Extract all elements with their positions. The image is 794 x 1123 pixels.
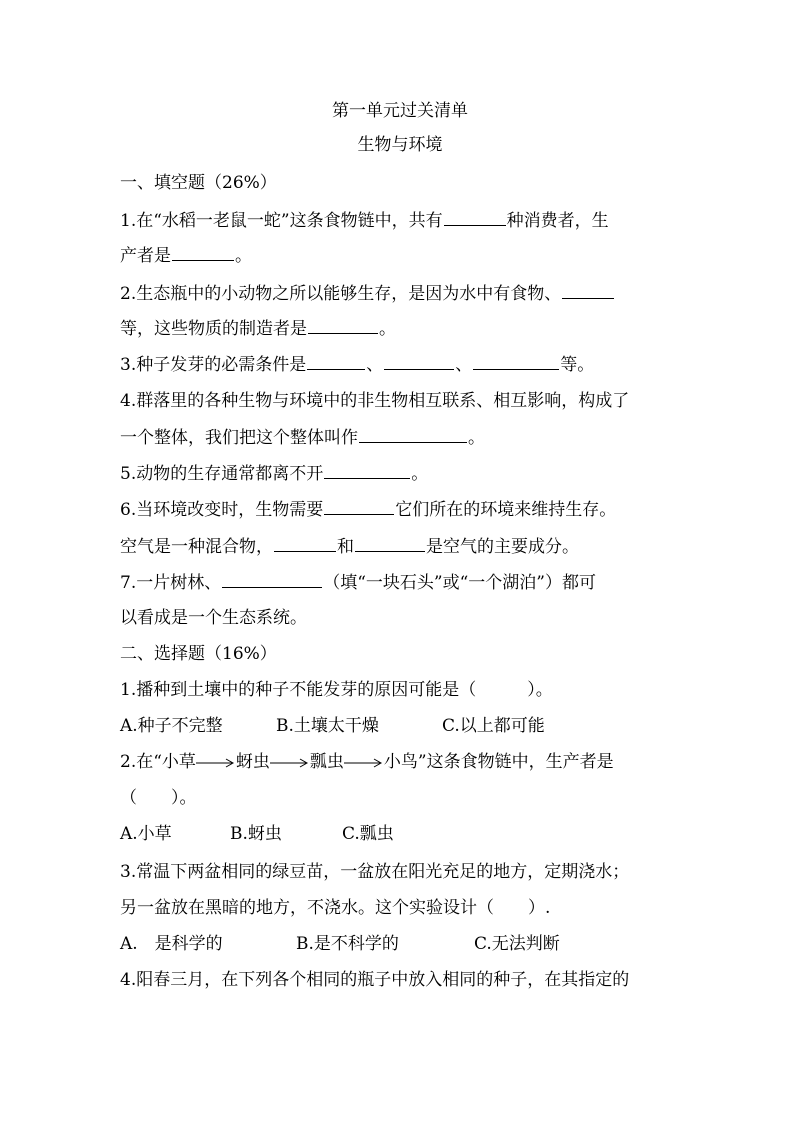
q3-blank-2[interactable] <box>384 353 454 370</box>
q2-blank-1[interactable] <box>562 282 614 299</box>
q1-blank-1[interactable] <box>444 209 506 226</box>
q1-text-b: 种消费者，生 <box>506 211 609 231</box>
mc1-option-a[interactable]: A.种子不完整 <box>120 716 223 736</box>
mc2-text-d: 小鸟”这条食物链中，生产者是 <box>383 752 614 772</box>
q1-text-a: 1.在“水稻一老鼠一蛇”这条食物链中，共有 <box>120 211 443 231</box>
mc-question-1-stem: 1.播种到土壤中的种子不能发芽的原因可能是（ ）。 <box>120 680 553 700</box>
question-1-line-2 <box>120 244 680 267</box>
section-heading-multiple-choice: 二、选择题（16%） <box>120 644 277 664</box>
mc2-text-b: 蚜虫 <box>235 752 270 772</box>
question-7-line-1 <box>120 571 680 594</box>
q5-text-b: 。 <box>411 464 429 484</box>
arrow-icon <box>196 756 236 770</box>
question-3 <box>120 353 680 376</box>
q2-text-c: 。 <box>379 319 396 339</box>
q3-text-c: 、 <box>455 355 473 375</box>
mc2-option-b[interactable]: B.蚜虫 <box>230 824 282 844</box>
mc3-option-b[interactable]: B.是不科学的 <box>296 934 399 954</box>
mc-question-2-options <box>120 823 680 845</box>
question-7-line-2: 以看成是一个生态系统。 <box>120 608 307 628</box>
question-4-line-1: 4.群落里的各种生物与环境中的非生物相互联系、相互影响，构成了 <box>120 391 630 411</box>
mc2-option-a[interactable]: A.小草 <box>120 824 172 844</box>
q1-blank-2[interactable] <box>172 244 234 261</box>
q7-blank[interactable] <box>222 571 322 588</box>
q6-text-b: 它们所在的环境来维持生存。 <box>395 500 617 520</box>
mc2-option-c[interactable]: C.瓢虫 <box>342 824 394 844</box>
q4-text-b: 一个整体，我们把这个整体叫作 <box>120 428 358 448</box>
question-4-line-2 <box>120 426 680 449</box>
mc-question-2-line-1 <box>120 751 680 773</box>
mc1-option-c[interactable]: C.以上都可能 <box>442 716 545 736</box>
arrow-icon <box>344 756 384 770</box>
q2-text-a: 2.生态瓶中的小动物之所以能够生存，是因为水中有食物、 <box>120 284 562 304</box>
mc-question-2-line-2: （ ）。 <box>120 788 197 808</box>
section-heading-fill-in: 一、填空题（26%） <box>120 173 277 193</box>
q7-text-b: （填“一块石头”或“一个湖泊”）都可 <box>323 573 596 593</box>
q1-text-c: 产者是 <box>120 246 171 266</box>
page-title: 第一单元过关清单 <box>332 101 468 121</box>
question-5 <box>120 462 680 485</box>
q3-text-d: 等。 <box>560 355 595 375</box>
q3-text-b: 、 <box>366 355 384 375</box>
q6-text-d: 和 <box>337 537 354 557</box>
q6-text-a: 6.当环境改变时，生物需要 <box>120 500 324 520</box>
q4-text-c: 。 <box>468 428 485 448</box>
q6-text-e: 是空气的主要成分。 <box>426 537 579 557</box>
mc-question-3-line-2: 另一盆放在黑暗的地方，不浇水。这个实验设计（ ）. <box>120 898 551 918</box>
mc-question-3-options <box>120 933 680 955</box>
q1-text-d: 。 <box>235 246 252 266</box>
q3-blank-1[interactable] <box>307 353 365 370</box>
q2-blank-2[interactable] <box>308 317 378 334</box>
question-2-line-2 <box>120 317 680 340</box>
q3-text-a: 3.种子发芽的必需条件是 <box>120 355 307 375</box>
question-6-line-2 <box>120 535 680 558</box>
question-2-line-1 <box>120 282 680 305</box>
mc2-text-a: 2.在“小草 <box>120 752 196 772</box>
q5-text-a: 5.动物的生存通常都离不开 <box>120 464 324 484</box>
mc2-text-c: 瓢虫 <box>309 752 344 772</box>
mc-question-4-line-1: 4.阳春三月，在下列各个相同的瓶子中放入相同的种子，在其指定的 <box>120 970 630 990</box>
q6-blank-2[interactable] <box>274 535 336 552</box>
question-6-line-1 <box>120 498 680 521</box>
q7-text-a: 7.一片树林、 <box>120 573 222 593</box>
q6-blank-3[interactable] <box>355 535 425 552</box>
q4-blank[interactable] <box>359 426 467 443</box>
mc3-option-a[interactable]: A. 是科学的 <box>120 934 223 954</box>
q6-text-c: 空气是一种混合物， <box>120 537 273 557</box>
question-1-line-1 <box>120 209 680 232</box>
q2-text-b: 等，这些物质的制造者是 <box>120 319 307 339</box>
mc1-option-b[interactable]: B.土壤太干燥 <box>276 716 379 736</box>
q3-blank-3[interactable] <box>473 353 559 370</box>
q6-blank-1[interactable] <box>324 498 394 515</box>
mc-question-3-line-1: 3.常温下两盆相同的绿豆苗，一盆放在阳光充足的地方，定期浇水； <box>120 862 630 882</box>
q5-blank[interactable] <box>324 462 410 479</box>
page-subtitle: 生物与环境 <box>357 135 443 155</box>
mc3-option-c[interactable]: C.无法判断 <box>474 934 560 954</box>
mc-question-1-options <box>120 715 680 737</box>
arrow-icon <box>270 756 310 770</box>
